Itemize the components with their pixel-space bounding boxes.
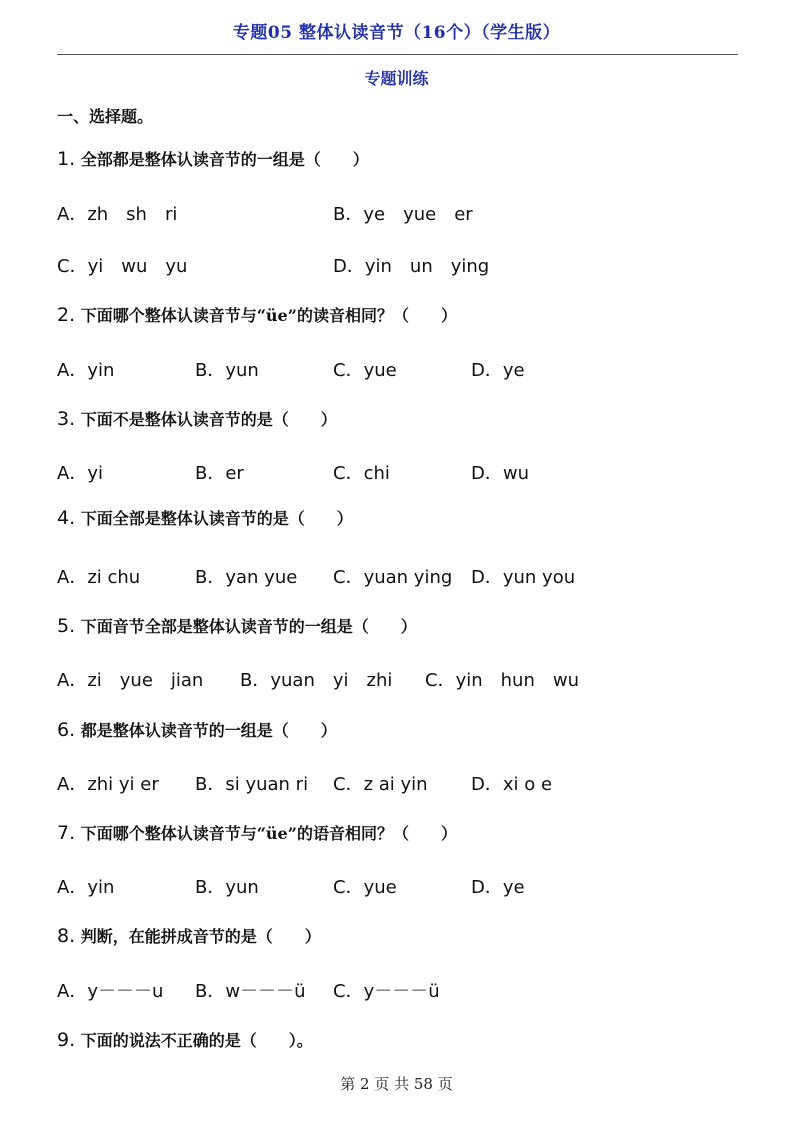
options-row (57, 459, 737, 487)
option-b: B．yan yue (195, 567, 298, 588)
option-c: C．y－－－ü (333, 981, 440, 1002)
options-row (57, 356, 737, 384)
question-number: 7. (57, 822, 76, 844)
question-number: 6. (57, 719, 76, 741)
question-number: 1. (57, 148, 76, 170)
option-a: A．zi chu (57, 567, 141, 588)
option-c: C．z ai yin (333, 774, 428, 795)
options-row (57, 873, 737, 901)
question-text: 下面哪个整体认读音节与“üe”的读音相同？（ ） (80, 306, 457, 325)
part-heading: 一、选择题。 (57, 107, 154, 126)
option-a: A．yin (57, 877, 115, 898)
question-7 (57, 821, 457, 844)
options-row (57, 770, 737, 798)
option-c: C．yuan ying (333, 567, 453, 588)
question-text: 下面不是整体认读音节的是（ ） (80, 410, 337, 429)
question-number: 4. (57, 507, 76, 529)
question-text: 下面哪个整体认读音节与“üe”的语音相同？（ ） (80, 824, 457, 843)
option-b: B．er (195, 463, 244, 484)
options-row (57, 200, 737, 228)
question-8 (57, 924, 321, 947)
option-c: C．yue (333, 877, 397, 898)
options-row (57, 666, 737, 694)
question-2 (57, 303, 457, 326)
options-row (57, 252, 737, 280)
option-a: A．zi yue jian (57, 670, 204, 691)
question-text: 下面的说法不正确的是（ ）。 (80, 1031, 313, 1050)
option-a: A．yin (57, 360, 115, 381)
option-d: D．yin un ying (333, 256, 490, 277)
option-b: B．si yuan ri (195, 774, 309, 795)
option-b: B．w－－－ü (195, 981, 306, 1002)
question-number: 5. (57, 615, 76, 637)
options-row (57, 977, 737, 1005)
option-d: D．yun you (471, 567, 576, 588)
option-a: A．zhi yi er (57, 774, 159, 795)
question-1 (57, 147, 369, 170)
section-title: 专题训练 (364, 69, 429, 88)
option-c: C．yue (333, 360, 397, 381)
option-b: B．yun (195, 360, 259, 381)
question-number: 2. (57, 304, 76, 326)
option-d: D．ye (471, 360, 525, 381)
question-5 (57, 614, 417, 637)
option-d: D．xi o e (471, 774, 553, 795)
option-b: B．yun (195, 877, 259, 898)
header-divider (57, 54, 738, 55)
question-6 (57, 718, 337, 741)
question-number: 3. (57, 408, 76, 430)
question-number: 8. (57, 925, 76, 947)
question-text: 判断，在能拼成音节的是（ ） (80, 927, 321, 946)
question-4 (57, 506, 353, 529)
question-number: 9. (57, 1029, 76, 1051)
question-text: 全部都是整体认读音节的一组是（ ） (80, 150, 369, 169)
option-a: A．y－－－u (57, 981, 164, 1002)
option-a: A．zh sh ri (57, 204, 178, 225)
option-c: C．chi (333, 463, 390, 484)
option-b: B．ye yue er (333, 204, 473, 225)
option-d: D．wu (471, 463, 529, 484)
option-c: C．yin hun wu (425, 670, 579, 691)
page-number: 第 2 页 共 58 页 (340, 1075, 453, 1093)
document-header-title: 专题05 整体认读音节（16个）（学生版） (232, 23, 561, 43)
question-3 (57, 407, 337, 430)
question-text: 下面音节全部是整体认读音节的一组是（ ） (80, 617, 417, 636)
question-text: 下面全部是整体认读音节的是（ ） (80, 509, 353, 528)
option-d: D．ye (471, 877, 525, 898)
options-row (57, 563, 737, 591)
option-a: A．yi (57, 463, 103, 484)
question-9 (57, 1028, 313, 1051)
question-text: 都是整体认读音节的一组是（ ） (80, 721, 337, 740)
option-c: C．yi wu yu (57, 256, 188, 277)
option-b: B．yuan yi zhi (240, 670, 393, 691)
